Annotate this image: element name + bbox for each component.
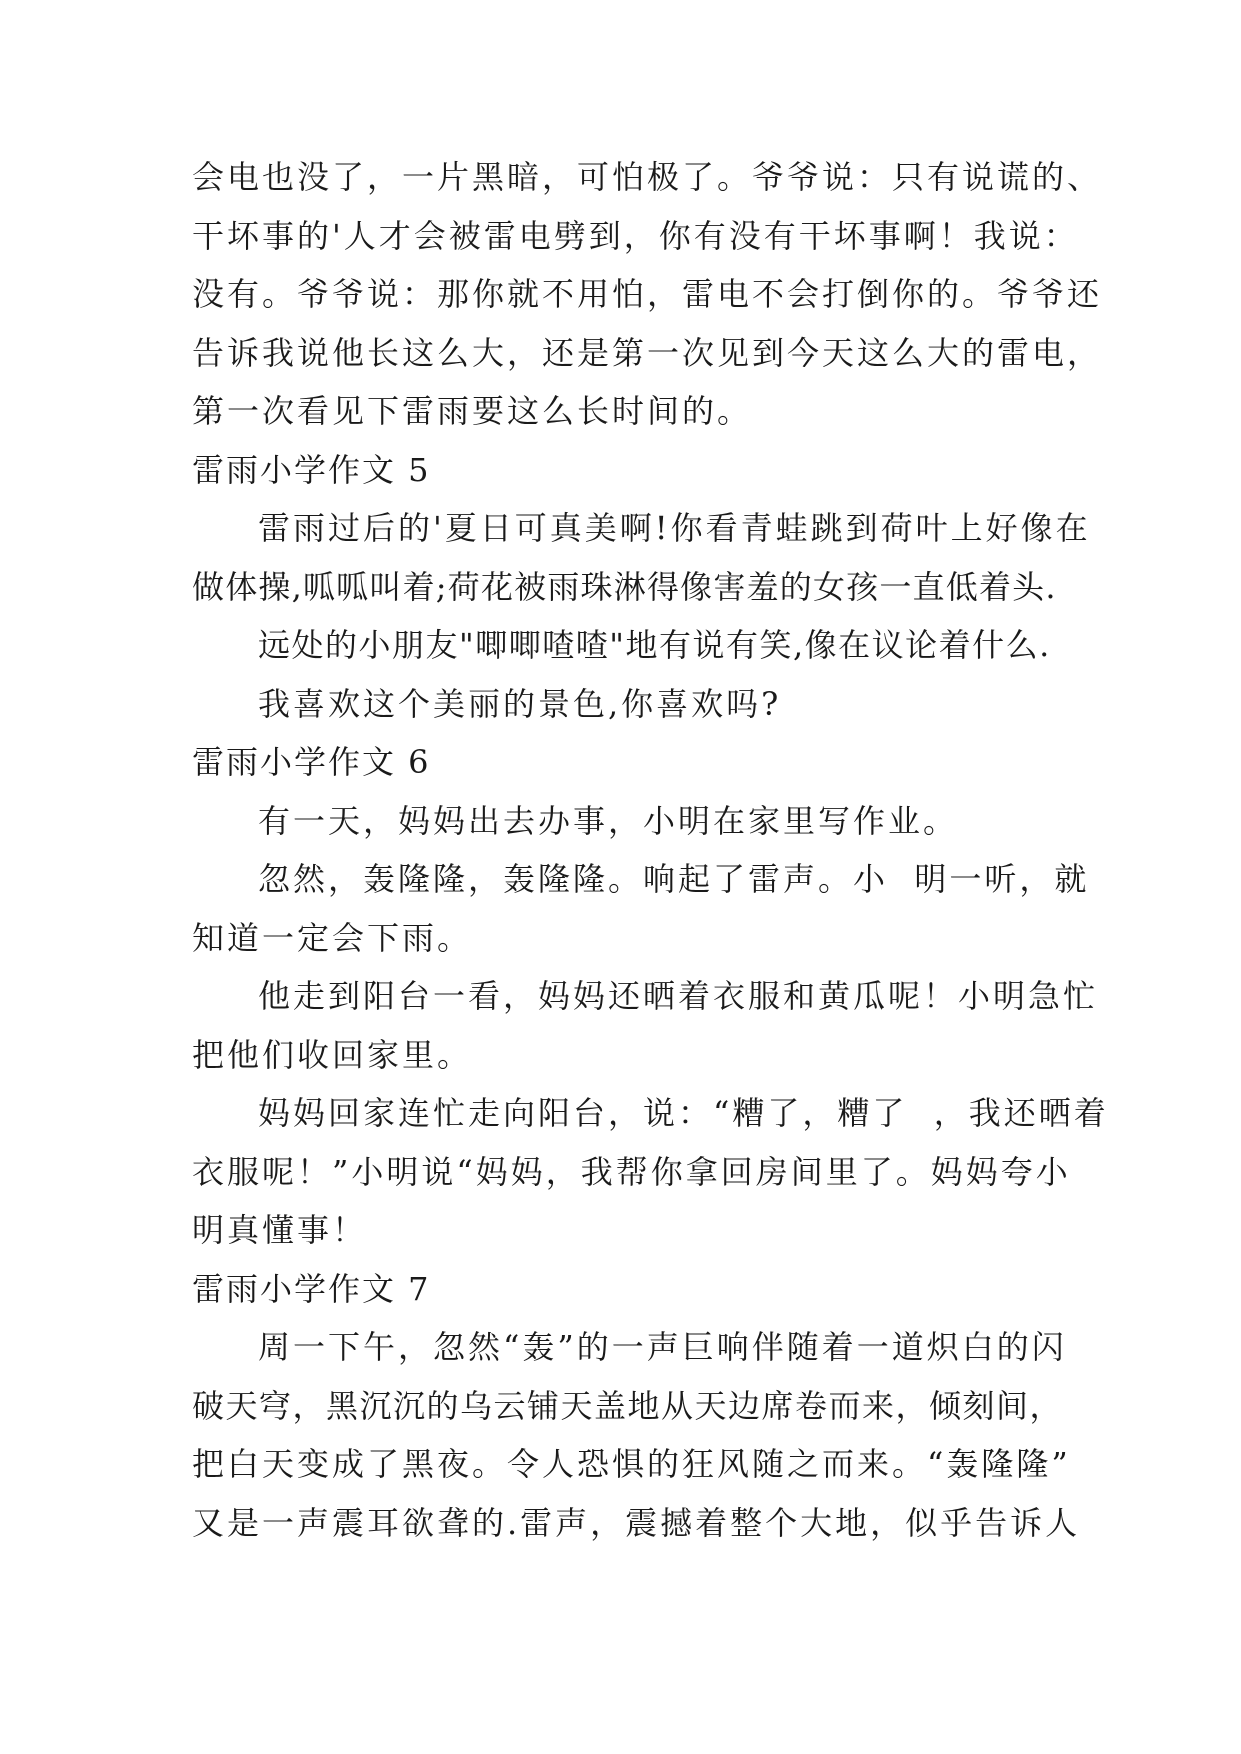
- text-line: 告诉我说他长这么大，还是第一次见到今天这么大的雷电，: [192, 333, 1103, 372]
- text-line: 他走到阳台一看，妈妈还晒着衣服和黄瓜呢！小明急忙: [258, 977, 1099, 1015]
- text-line: 妈妈回家连忙走向阳台，说：“糟了，糟了 ，我还晒着: [258, 1094, 1109, 1132]
- document-page: [192, 148, 1109, 1552]
- text-line: 又是一声震耳欲聋的.雷声，震撼着整个大地，似乎告诉人: [192, 1503, 1081, 1542]
- section-heading: 雷雨小学作文 6: [192, 743, 431, 781]
- text-line: 把白天变成了黑夜。令人恐惧的狂风随之而来。“轰隆隆”: [192, 1445, 1071, 1483]
- text-line: 破天穹，黑沉沉的乌云铺天盖地从天边席卷而来，倾刻间，: [192, 1386, 1064, 1425]
- text-line: 没有。爷爷说：那你就不用怕，雷电不会打倒你的。爷爷还: [192, 275, 1103, 313]
- text-line: 有一天，妈妈出去办事，小明在家里写作业。: [258, 801, 959, 840]
- text-line: 我喜欢这个美丽的景色,你喜欢吗?: [258, 684, 782, 723]
- text-line: 知道一定会下雨。: [192, 918, 473, 957]
- section-heading: 雷雨小学作文 5: [192, 450, 431, 489]
- text-line: 雷雨过后的'夏日可真美啊!你看青蛙跳到荷叶上好像在: [258, 509, 1091, 547]
- text-line: 忽然，轰隆隆，轰隆隆。响起了雷声。小 明一听，就: [258, 860, 1090, 898]
- text-line: 第一次看见下雷雨要这么长时间的。: [192, 392, 753, 430]
- text-line: 干坏事的'人才会被雷电劈到，你有没有干坏事啊！我说：: [192, 216, 1079, 255]
- text-line: 把他们收回家里。: [192, 1035, 473, 1074]
- section-heading: 雷雨小学作文 7: [192, 1269, 431, 1308]
- text-line: 衣服呢！”小明说“妈妈，我帮你拿回房间里了。妈妈夸小: [192, 1152, 1071, 1191]
- text-line: 做体操,呱呱叫着;荷花被雨珠淋得像害羞的女孩一直低着头.: [192, 567, 1057, 606]
- text-line: 远处的小朋友"唧唧喳喳"地有说有笑,像在议论着什么.: [258, 626, 1051, 664]
- text-line: 会电也没了，一片黑暗，可怕极了。爷爷说：只有说谎的、: [192, 158, 1103, 196]
- text-line: 明真懂事！: [192, 1211, 368, 1249]
- text-line: 周一下午，忽然“轰”的一声巨响伴随着一道炽白的闪: [258, 1328, 1067, 1366]
